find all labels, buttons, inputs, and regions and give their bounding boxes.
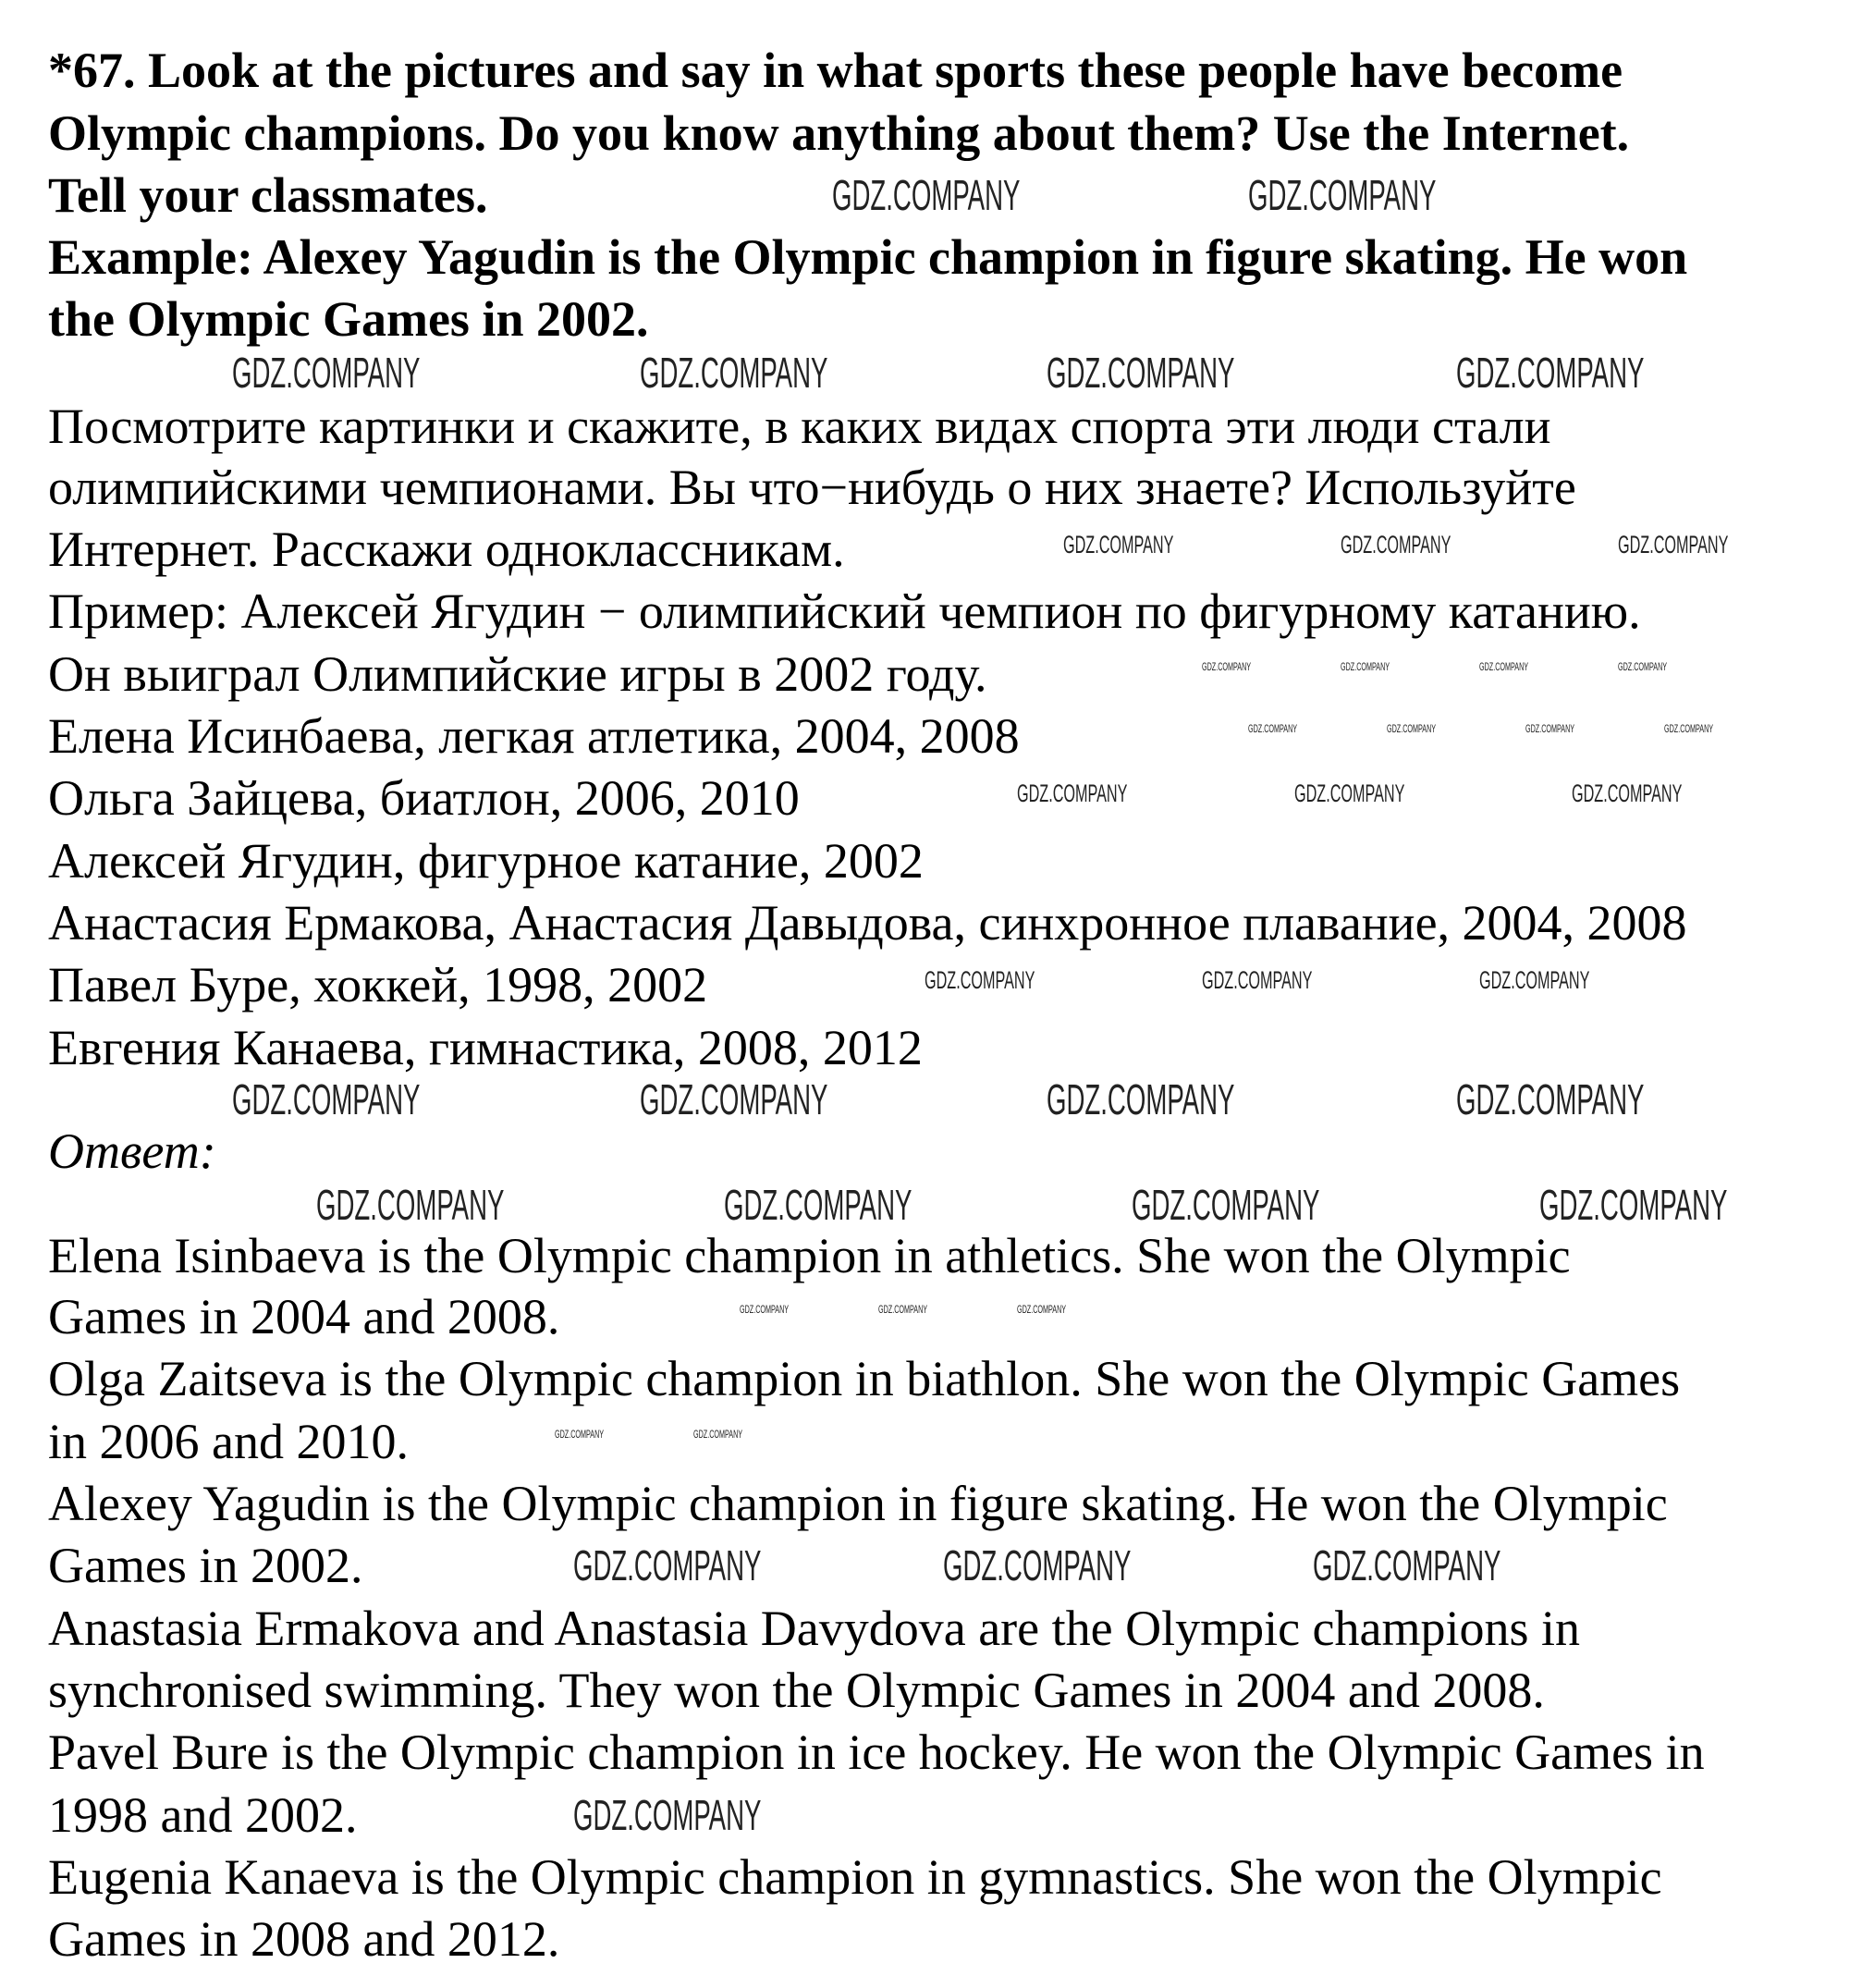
task-line: Tell your classmates. xyxy=(48,167,488,223)
watermark: GDZ.COMPANY xyxy=(232,349,421,397)
translation-line: Он выиграл Олимпийские игры в 2002 году. xyxy=(48,646,987,702)
translation-line: Павел Буре, хоккей, 1998, 2002 xyxy=(48,957,708,1012)
answer-line: Games in 2008 and 2012. xyxy=(48,1911,560,1967)
watermark: GDZ.COMPANY xyxy=(573,1791,762,1839)
watermark: GDZ.COMPANY xyxy=(693,1428,743,1441)
watermark: GDZ.COMPANY xyxy=(878,1303,928,1316)
task-line: Olympic champions. Do you know anything about them? Use the Internet. xyxy=(48,105,1630,161)
answer-line: Olga Zaitseva is the Olympic champion in biathlon. She won the Olympic Games xyxy=(48,1351,1681,1406)
watermark: GDZ.COMPANY xyxy=(740,1303,790,1316)
task-line: *67. Look at the pictures and say in what sports these people have become xyxy=(48,43,1623,98)
watermark: GDZ.COMPANY xyxy=(1387,722,1437,735)
watermark: GDZ.COMPANY xyxy=(1248,722,1298,735)
answer-line: Games in 2002. xyxy=(48,1538,363,1593)
watermark: GDZ.COMPANY xyxy=(1479,660,1529,673)
watermark: GDZ.COMPANY xyxy=(1017,1303,1067,1316)
watermark: GDZ.COMPANY xyxy=(1202,660,1252,673)
watermark: GDZ.COMPANY xyxy=(1063,531,1174,558)
translation-line: олимпийскими чемпионами. Вы что−нибудь о них знаете? Используйте xyxy=(48,460,1576,515)
watermark: GDZ.COMPANY xyxy=(1047,349,1235,397)
watermark: GDZ.COMPANY xyxy=(1294,779,1405,807)
translation-line: Пример: Алексей Ягудин − олимпийский чемпион по фигурному катанию. xyxy=(48,583,1641,639)
answer-label: Ответ: xyxy=(48,1123,216,1179)
watermark: GDZ.COMPANY xyxy=(1525,722,1575,735)
translation-line: Алексей Ягудин, фигурное катание, 2002 xyxy=(48,833,924,889)
answer-line: Eugenia Kanaeva is the Olympic champion in gymnastics. She won the Olympic xyxy=(48,1849,1662,1905)
watermark: GDZ.COMPANY xyxy=(1202,966,1313,994)
watermark: GDZ.COMPANY xyxy=(1456,349,1645,397)
watermark: GDZ.COMPANY xyxy=(1132,1181,1320,1229)
watermark: GDZ.COMPANY xyxy=(724,1181,913,1229)
task-line: Example: Alexey Yagudin is the Olympic champion in figure skating. He won xyxy=(48,229,1688,285)
watermark: GDZ.COMPANY xyxy=(555,1428,605,1441)
watermark: GDZ.COMPANY xyxy=(1572,779,1683,807)
watermark: GDZ.COMPANY xyxy=(1539,1181,1728,1229)
translation-line: Ольга Зайцева, биатлон, 2006, 2010 xyxy=(48,770,800,826)
answer-line: Alexey Yagudin is the Olympic champion in figure skating. He won the Olympic xyxy=(48,1476,1668,1531)
watermark: GDZ.COMPANY xyxy=(1618,531,1729,558)
answer-line: Games in 2004 and 2008. xyxy=(48,1289,560,1344)
watermark: GDZ.COMPANY xyxy=(640,349,828,397)
watermark: GDZ.COMPANY xyxy=(832,171,1021,219)
watermark: GDZ.COMPANY xyxy=(1479,966,1590,994)
answer-line: synchronised swimming. They won the Olympic Games in 2004 and 2008. xyxy=(48,1663,1545,1718)
translation-line: Анастасия Ермакова, Анастасия Давыдова, синхронное плавание, 2004, 2008 xyxy=(48,895,1687,951)
watermark: GDZ.COMPANY xyxy=(1456,1075,1645,1123)
watermark: GDZ.COMPANY xyxy=(943,1541,1132,1589)
translation-line: Елена Исинбаева, легкая атлетика, 2004, 2008 xyxy=(48,708,1020,764)
watermark: GDZ.COMPANY xyxy=(640,1075,828,1123)
watermark: GDZ.COMPANY xyxy=(925,966,1035,994)
watermark: GDZ.COMPANY xyxy=(1017,779,1128,807)
watermark: GDZ.COMPANY xyxy=(1313,1541,1501,1589)
answer-line: Anastasia Ermakova and Anastasia Davydova are the Olympic champions in xyxy=(48,1601,1581,1656)
translation-line: Интернет. Расскажи одноклассникам. xyxy=(48,522,845,577)
watermark: GDZ.COMPANY xyxy=(1341,531,1451,558)
translation-line: Посмотрите картинки и скажите, в каких видах спорта эти люди стали xyxy=(48,399,1551,454)
translation-line: Евгения Канаева, гимнастика, 2008, 2012 xyxy=(48,1020,923,1075)
watermark: GDZ.COMPANY xyxy=(1664,722,1714,735)
watermark: GDZ.COMPANY xyxy=(232,1075,421,1123)
watermark: GDZ.COMPANY xyxy=(1047,1075,1235,1123)
watermark: GDZ.COMPANY xyxy=(1618,660,1668,673)
answer-line: Elena Isinbaeva is the Olympic champion in athletics. She won the Olympic xyxy=(48,1228,1571,1283)
answer-line: Pavel Bure is the Olympic champion in ice hockey. He won the Olympic Games in xyxy=(48,1724,1705,1780)
answer-line: 1998 and 2002. xyxy=(48,1787,358,1843)
watermark: GDZ.COMPANY xyxy=(316,1181,505,1229)
answer-line: in 2006 and 2010. xyxy=(48,1414,409,1469)
watermark: GDZ.COMPANY xyxy=(573,1541,762,1589)
watermark: GDZ.COMPANY xyxy=(1248,171,1437,219)
task-line: the Olympic Games in 2002. xyxy=(48,291,649,347)
watermark: GDZ.COMPANY xyxy=(1341,660,1390,673)
